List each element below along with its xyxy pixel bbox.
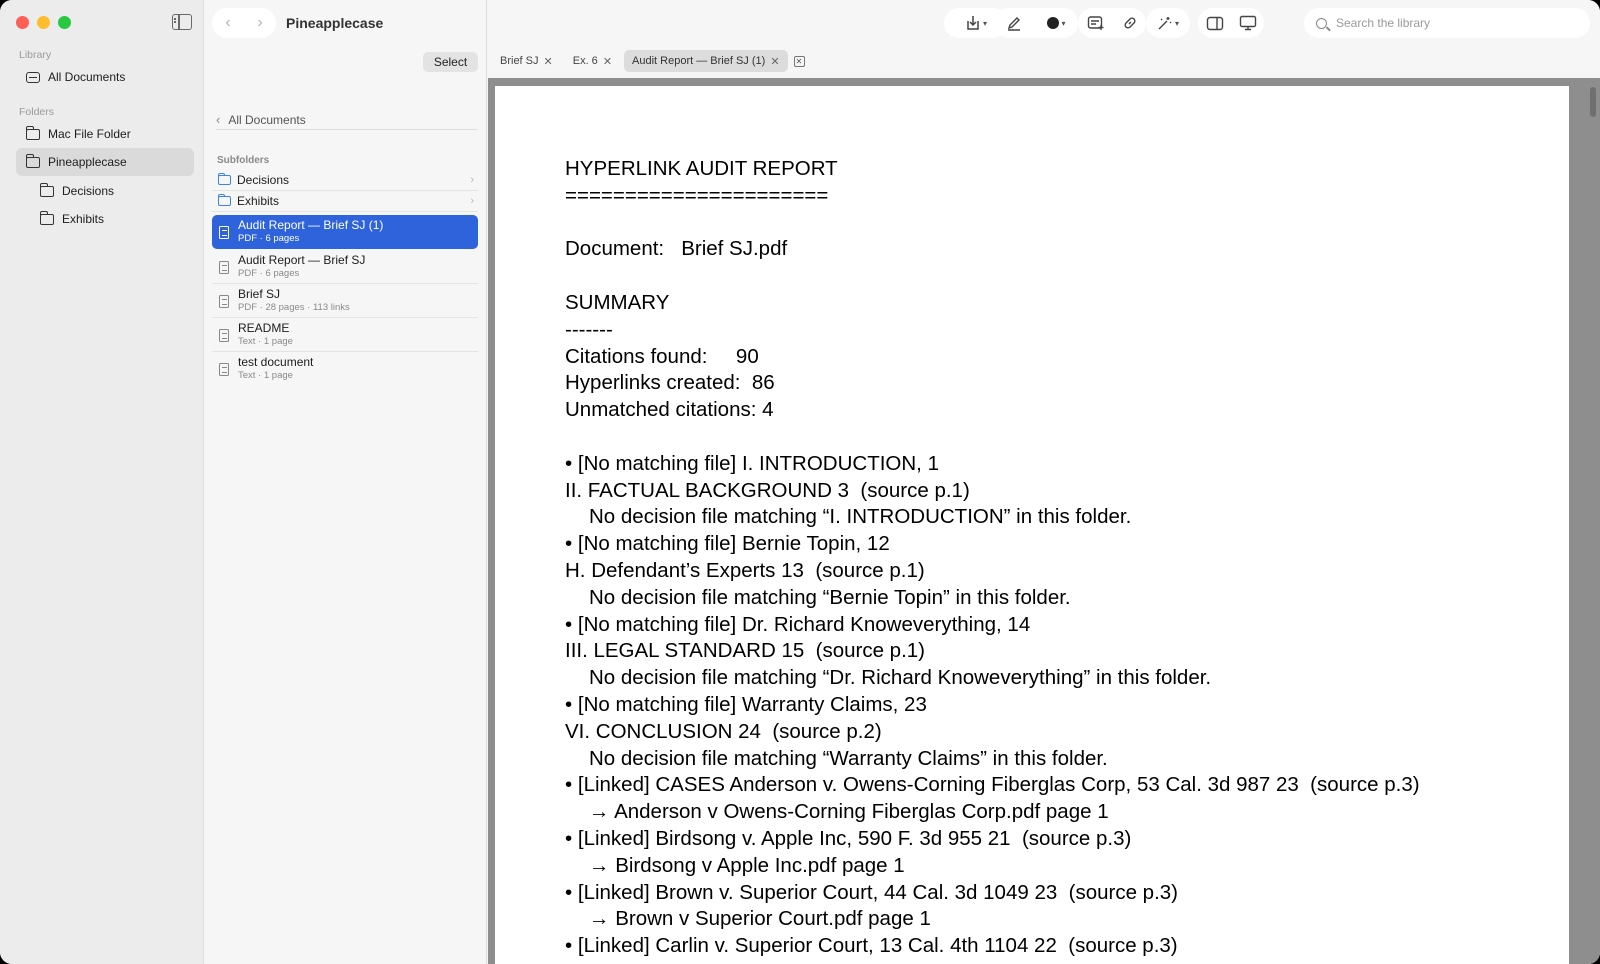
- close-window-button[interactable]: [16, 16, 29, 29]
- close-tab-icon[interactable]: ✕: [770, 55, 780, 68]
- chevron-right-icon: ›: [470, 195, 474, 207]
- sidebar-item-mac-file-folder[interactable]: [16, 120, 194, 148]
- document-name: test document: [238, 355, 314, 369]
- search-input[interactable]: [1336, 16, 1576, 30]
- document-meta: Text · 1 page: [238, 336, 293, 347]
- document-row[interactable]: [212, 318, 478, 352]
- present-icon: [1239, 15, 1257, 31]
- document-row[interactable]: [212, 284, 478, 318]
- note-link-tool-group: [1078, 8, 1146, 38]
- folder-icon: [218, 196, 231, 206]
- pdf-file-icon: [219, 261, 229, 274]
- tab-audit-report[interactable]: [624, 50, 788, 72]
- back-label: All Documents: [228, 112, 306, 127]
- document-line: HYPERLINK AUDIT REPORT: [565, 157, 838, 180]
- document-line: → Brown v Superior Court.pdf page 1: [589, 907, 931, 931]
- document-line: Hyperlinks created: 86: [565, 371, 775, 395]
- tray-icon: [26, 72, 40, 83]
- text-file-icon: [219, 363, 229, 376]
- pdf-file-icon: [219, 295, 229, 308]
- link-icon: [1122, 15, 1138, 31]
- document-line: III. LEGAL STANDARD 15 (source p.1): [565, 639, 926, 663]
- library-section-label: Library: [19, 49, 52, 61]
- export-icon: [965, 15, 981, 31]
- chevron-down-icon: ▾: [1061, 18, 1066, 28]
- folders-section-label: Folders: [19, 106, 55, 118]
- add-note-button[interactable]: [1087, 15, 1105, 31]
- sidebar-item-label: Pineapplecase: [48, 155, 127, 169]
- zoom-window-button[interactable]: [58, 16, 71, 29]
- document-line: ======================: [565, 183, 829, 207]
- document-line: • [Linked] CASES Anderson v. Owens-Corning Fiberglas Corp, 53 Cal. 3d 987 23 (source p.3): [565, 773, 1420, 797]
- close-tab-icon[interactable]: ✕: [602, 55, 613, 68]
- document-line: II. FACTUAL BACKGROUND 3 (source p.1): [565, 478, 970, 502]
- document-line: • [No matching file] Bernie Topin, 12: [565, 532, 890, 556]
- document-line: → Anderson v Owens-Corning Fiberglas Corp.pdf page 1: [589, 800, 1109, 824]
- annotate-tool-group: [994, 8, 1078, 38]
- subfolders-heading: Subfolders: [217, 155, 270, 166]
- search-icon: [1316, 18, 1327, 29]
- folder-icon: [26, 157, 40, 168]
- pdf-file-icon: [219, 226, 229, 239]
- document-line: • [Linked] Brown v. Superior Court, 44 Cal. 3d 1049 23 (source p.3): [565, 880, 1179, 904]
- minimize-window-button[interactable]: [37, 16, 50, 29]
- back-chevron-icon[interactable]: ‹: [225, 14, 231, 31]
- library-search[interactable]: [1304, 8, 1590, 38]
- sidebar-item-label: Exhibits: [62, 212, 105, 226]
- sidebar-item-label: Mac File Folder: [48, 127, 131, 141]
- inspector-toggle-icon: [1206, 16, 1224, 31]
- document-line: [565, 263, 1420, 290]
- sidebar-item-exhibits[interactable]: [16, 205, 194, 233]
- folder-icon: [40, 214, 54, 225]
- color-dot-icon: [1047, 17, 1059, 29]
- document-meta: PDF · 28 pages · 113 links: [238, 302, 350, 313]
- document-line: No decision file matching “I. INTRODUCTION” in this folder.: [589, 505, 1132, 529]
- document-line: [565, 424, 1420, 451]
- document-name: Audit Report — Brief SJ (1): [238, 218, 384, 232]
- document-line: • [No matching file] Warranty Claims, 23: [565, 692, 927, 716]
- highlight-button[interactable]: [1006, 15, 1022, 31]
- subfolder-row-exhibits[interactable]: [212, 191, 478, 212]
- document-line: Document: Brief SJ.pdf: [565, 237, 788, 261]
- document-row[interactable]: [212, 215, 478, 249]
- document-line: Unmatched citations: 4: [565, 398, 774, 422]
- document-line: VI. CONCLUSION 24 (source p.2): [565, 719, 882, 743]
- document-text: [565, 156, 1420, 960]
- document-row[interactable]: [212, 250, 478, 284]
- select-button[interactable]: Select: [423, 52, 478, 72]
- tab-brief-sj[interactable]: [492, 50, 561, 72]
- document-line: [565, 210, 1420, 237]
- document-meta: Text · 1 page: [238, 370, 293, 381]
- sidebar: [0, 0, 204, 964]
- view-tool-group: [1198, 8, 1264, 38]
- tab-label: Audit Report — Brief SJ (1): [632, 55, 766, 67]
- subfolder-label: Decisions: [237, 173, 290, 187]
- chevron-left-icon: ‹: [216, 112, 221, 127]
- back-to-all-documents[interactable]: [216, 110, 478, 130]
- folder-icon: [26, 129, 40, 140]
- pane-title: Pineapplecase: [286, 15, 384, 31]
- document-line: -------: [565, 317, 613, 341]
- pdf-viewer[interactable]: [488, 78, 1600, 964]
- inspector-toggle-button[interactable]: [1206, 16, 1224, 31]
- sidebar-item-label: Decisions: [62, 184, 115, 198]
- folder-icon: [40, 186, 54, 197]
- navigation-buttons: [212, 8, 276, 38]
- export-button[interactable]: [965, 15, 987, 31]
- document-line: H. Defendant’s Experts 13 (source p.1): [565, 558, 925, 582]
- document-list-pane: [204, 0, 487, 964]
- document-viewer-area: [488, 0, 1600, 964]
- scrollbar-thumb[interactable]: [1590, 87, 1596, 117]
- document-line: → Birdsong v Apple Inc.pdf page 1: [589, 853, 905, 877]
- document-line: • [Linked] Birdsong v. Apple Inc, 590 F. 3d 955 21 (source p.3): [565, 826, 1132, 850]
- sidebar-toggle-icon[interactable]: [172, 14, 192, 30]
- link-button[interactable]: [1122, 15, 1138, 31]
- close-tab-icon[interactable]: ✕: [543, 55, 553, 68]
- document-line: No decision file matching “Dr. Richard Knoweverything” in this folder.: [589, 666, 1212, 690]
- folder-icon: [218, 175, 231, 185]
- pdf-page: [495, 86, 1569, 964]
- subfolder-row-decisions[interactable]: [212, 170, 478, 191]
- document-line: No decision file matching “Warranty Claims” in this folder.: [589, 746, 1108, 770]
- document-meta: PDF · 6 pages: [238, 233, 300, 244]
- chevron-down-icon: ▾: [1174, 18, 1179, 28]
- sidebar-item-all-documents[interactable]: [16, 63, 194, 91]
- highlight-pen-icon: [1006, 15, 1022, 31]
- text-file-icon: [219, 329, 229, 342]
- subfolder-label: Exhibits: [237, 194, 280, 208]
- document-line: • [Linked] Carlin v. Superior Court, 13 Cal. 4th 1104 22 (source p.3): [565, 934, 1178, 958]
- document-name: Brief SJ: [238, 287, 281, 301]
- document-row[interactable]: [212, 352, 478, 386]
- tab-label: Ex. 6: [572, 55, 598, 67]
- document-line: • [No matching file] I. INTRODUCTION, 1: [565, 451, 939, 475]
- present-button[interactable]: [1239, 15, 1257, 31]
- chevron-right-icon: ›: [470, 174, 474, 186]
- document-tabs: [488, 50, 805, 72]
- document-meta: PDF · 6 pages: [238, 268, 300, 279]
- document-name: README: [238, 321, 290, 335]
- document-line: SUMMARY: [565, 290, 670, 314]
- document-line: No decision file matching “Bernie Topin” in this folder.: [589, 585, 1071, 609]
- chevron-down-icon: ▾: [982, 18, 987, 28]
- window-controls: [16, 16, 71, 29]
- forward-chevron-icon[interactable]: ›: [257, 14, 263, 31]
- tab-label: Brief SJ: [500, 55, 539, 67]
- tab-ex-6[interactable]: [565, 50, 620, 72]
- auto-link-tool-group: [1146, 8, 1190, 38]
- sidebar-item-decisions[interactable]: [16, 177, 194, 205]
- document-name: Audit Report — Brief SJ: [238, 253, 366, 267]
- document-line: Citations found: 90: [565, 344, 759, 368]
- auto-link-button[interactable]: [1157, 15, 1179, 31]
- sidebar-item-pineapplecase[interactable]: [16, 148, 194, 176]
- sidebar-item-label: All Documents: [48, 70, 126, 84]
- magic-wand-icon: [1157, 15, 1173, 31]
- color-picker-button[interactable]: [1047, 17, 1065, 29]
- close-all-tabs-icon[interactable]: ✕: [794, 56, 805, 67]
- add-note-icon: [1087, 15, 1105, 31]
- document-line: • [No matching file] Dr. Richard Knoweverything, 14: [565, 612, 1031, 636]
